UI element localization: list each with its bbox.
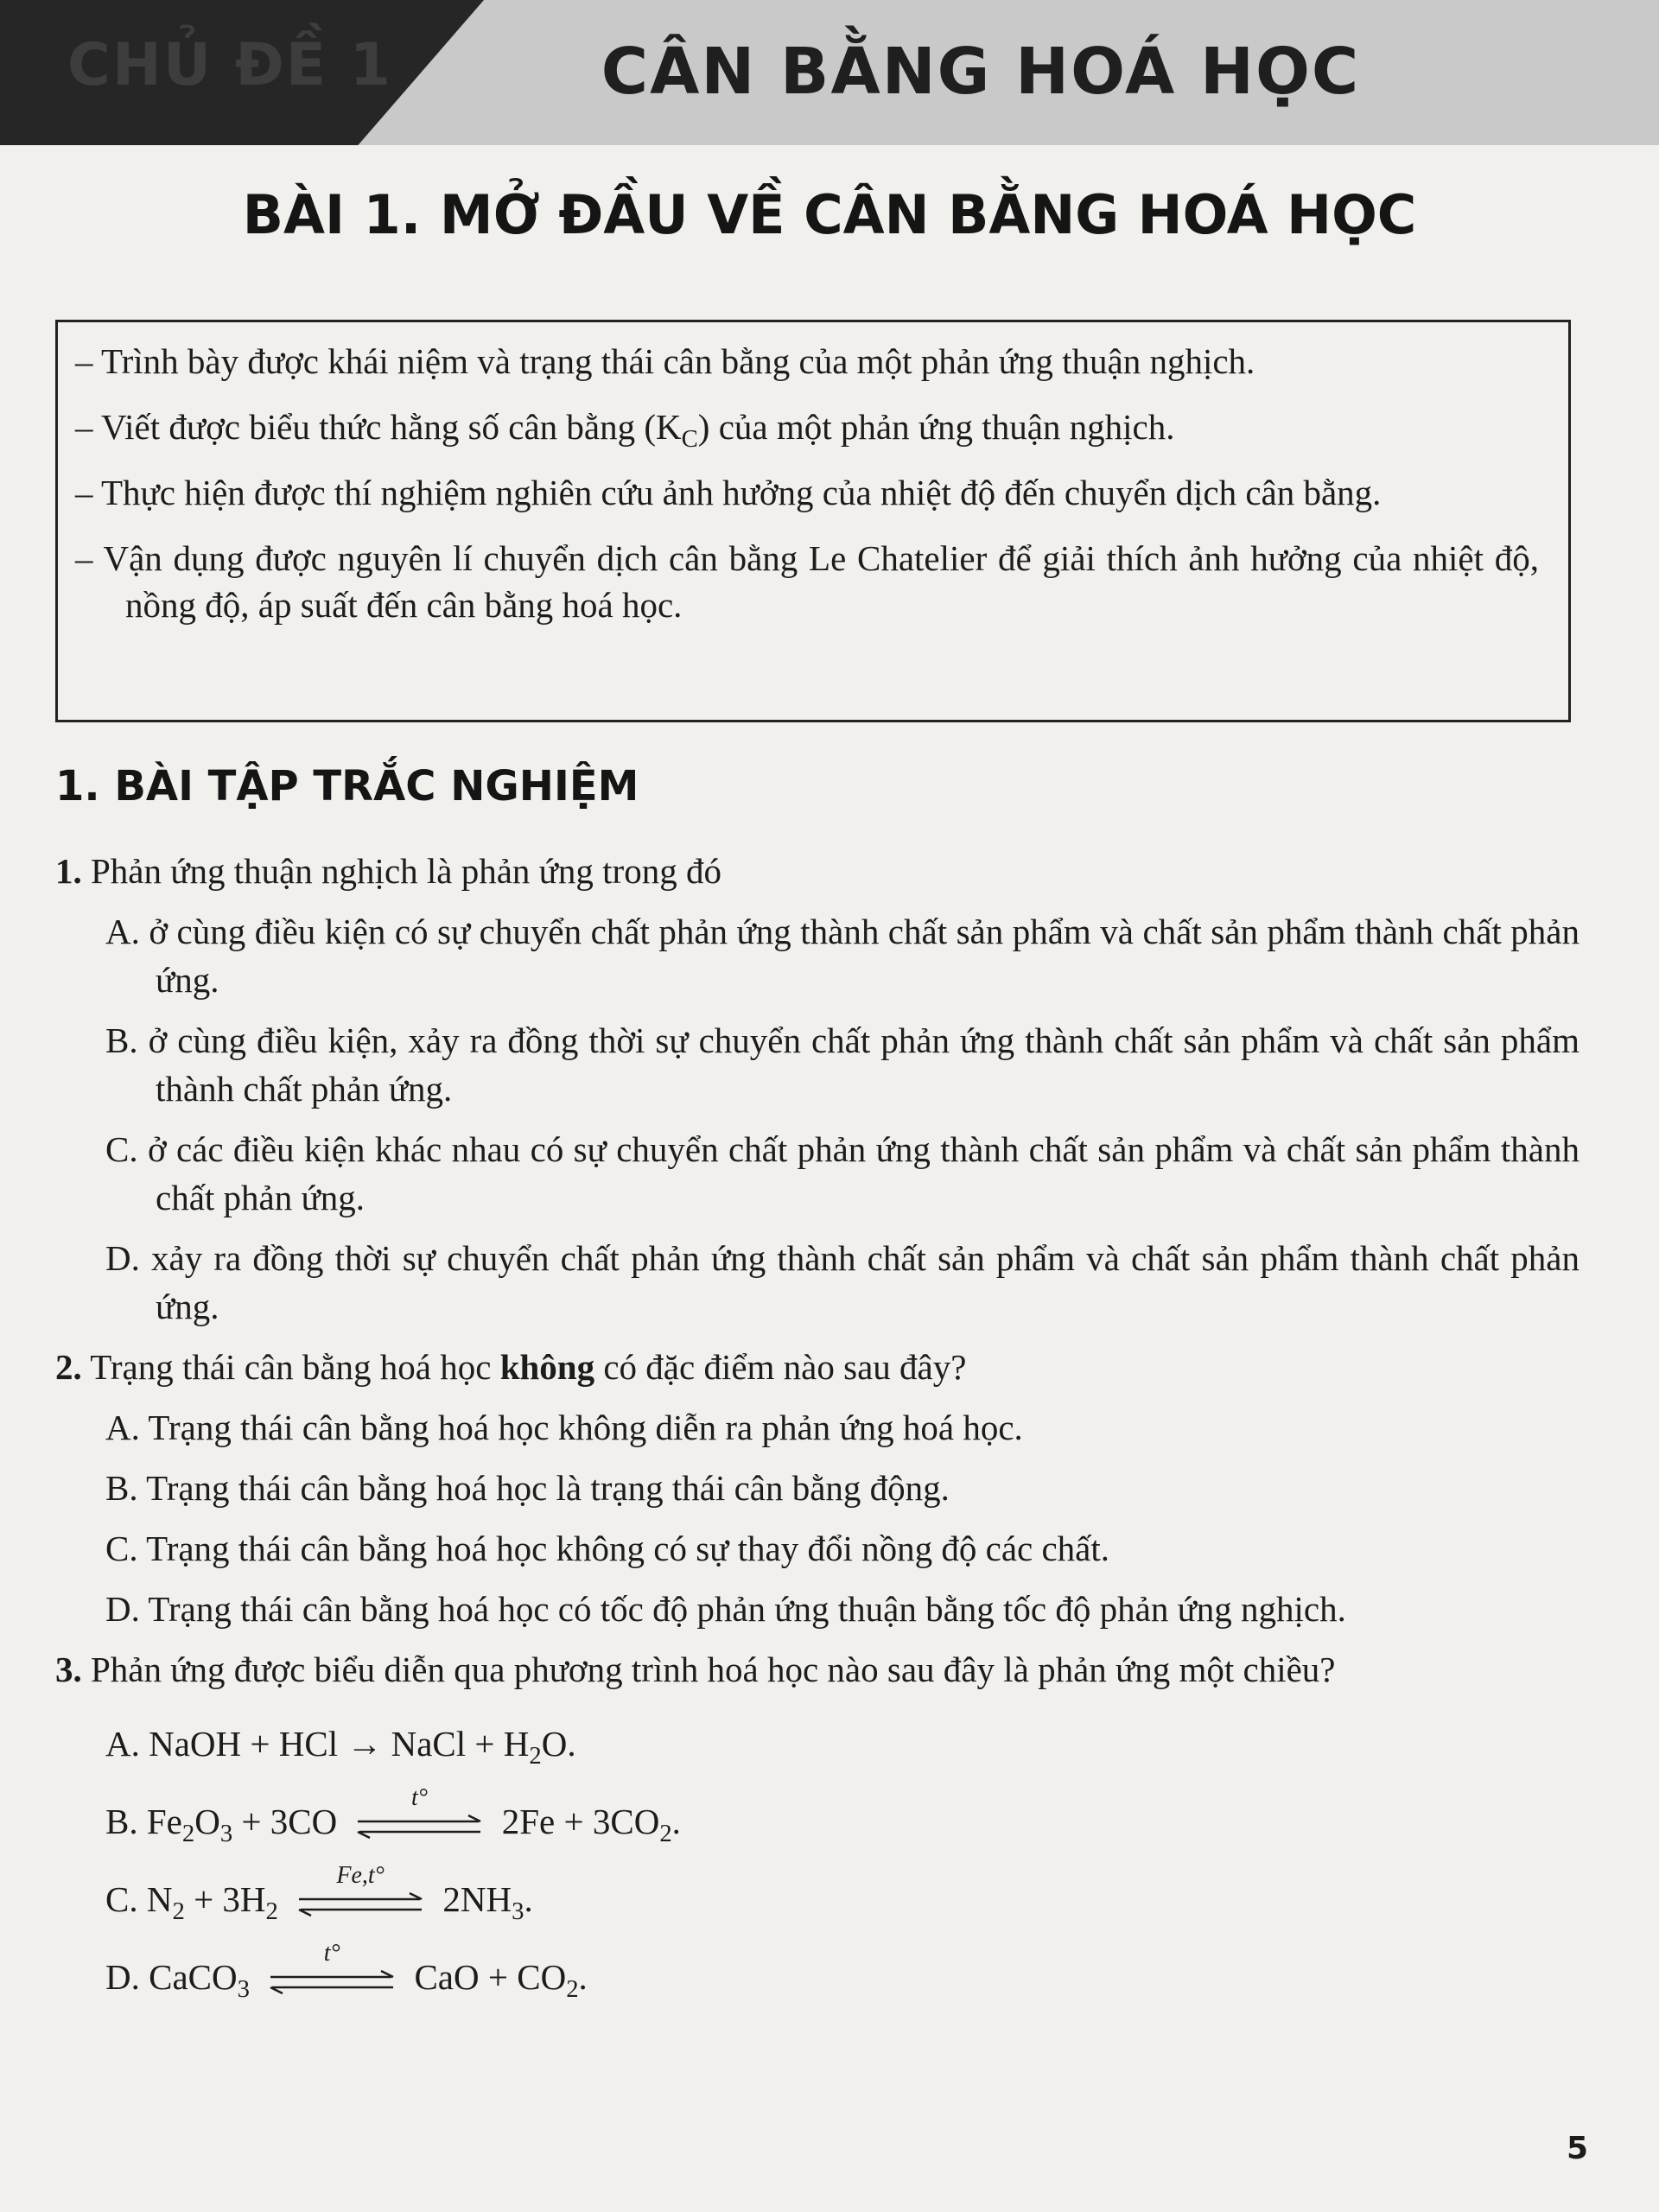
question-text: Phản ứng thuận nghịch là phản ứng trong đó <box>81 851 721 891</box>
objective-subscript: C <box>681 425 698 454</box>
questions <box>55 847 1580 2031</box>
equation-text: + 3CO <box>232 1802 338 1841</box>
question-emphasis: không <box>499 1347 595 1387</box>
chapter-title: CÂN BẰNG HOÁ HỌC <box>601 35 1361 109</box>
equation-text: O <box>194 1802 220 1841</box>
equation-text: CaO + CO <box>414 1957 567 1997</box>
reversible-arrow-icon <box>296 1861 425 1921</box>
equation-subscript: 3 <box>237 1975 250 2004</box>
option-c: C. Trạng thái cân bằng hoá học không có sự thay đổi nồng độ các chất. <box>105 1529 1110 1568</box>
option-label: D. <box>105 1957 140 1997</box>
option-c <box>55 1861 1580 1926</box>
option-a: A. ở cùng điều kiện có sự chuyển chất phản ứng thành chất sản phẩm và chất sản phẩm thành chất phản ứng. <box>105 912 1580 1000</box>
question-text: Phản ứng được biểu diễn qua phương trình hoá học nào sau đây là phản ứng một chiều? <box>81 1649 1336 1689</box>
page-number: 5 <box>1566 2131 1588 2166</box>
equation-subscript: 2 <box>566 1975 579 2004</box>
equation-subscript: 2 <box>181 1820 195 1848</box>
option-b: B. ở cùng điều kiện, xảy ra đồng thời sự chuyển chất phản ứng thành chất sản phẩm và chất sản phẩm thành chất phản ứng. <box>105 1020 1580 1109</box>
reaction-condition: t° <box>410 1783 428 1811</box>
objective-item: – Thực hiện được thí nghiệm nghiên cứu ảnh hưởng của nhiệt độ đến chuyển dịch cân bằng. <box>75 473 1382 512</box>
question-stem <box>55 847 1580 895</box>
question-stem <box>55 1343 1580 1391</box>
equation-subscript: 2 <box>659 1820 672 1848</box>
equation-subscript: 3 <box>219 1820 233 1848</box>
option-a: A. Trạng thái cân bằng hoá học không diễn ra phản ứng hoá học. <box>105 1408 1023 1447</box>
equation-text: . <box>671 1802 681 1841</box>
equation-subscript: 2 <box>529 1742 542 1770</box>
equation-text: 2NH <box>442 1879 512 1919</box>
question-text: có đặc điểm nào sau đây? <box>594 1347 967 1387</box>
question-text: Trạng thái cân bằng hoá học <box>81 1347 500 1387</box>
equation-text: + 3H <box>184 1879 266 1919</box>
option-d: D. Trạng thái cân bằng hoá học có tốc độ phản ứng thuận bằng tốc độ phản ứng nghịch. <box>105 1589 1346 1629</box>
objective-item: – Vận dụng được nguyên lí chuyển dịch cân bằng Le Chatelier để giải thích ảnh hưởng của nhiệt độ, nồng độ, áp suất đến cân bằng hoá học. <box>75 538 1539 625</box>
equation-text: O. <box>541 1724 576 1764</box>
equation-subscript: 2 <box>172 1897 185 1926</box>
objectives-box <box>55 320 1571 722</box>
objective-item <box>75 404 1539 454</box>
equation-text: . <box>578 1957 588 1997</box>
chapter-header <box>0 0 1659 145</box>
equation-text: CaCO <box>149 1957 238 1997</box>
question-number: 1. <box>55 851 82 891</box>
reversible-arrow-icon <box>267 1939 397 1999</box>
option-d <box>55 1939 1580 2004</box>
objective-item: – Trình bày được khái niệm và trạng thái cân bằng của một phản ứng thuận nghịch. <box>75 341 1255 381</box>
option-a <box>55 1719 1580 1768</box>
equation-text: A. NaOH + HCl → NaCl + H <box>105 1724 530 1764</box>
reaction-condition: t° <box>323 1939 340 1967</box>
reversible-arrow-icon <box>354 1783 484 1843</box>
objective-text: – Viết được biểu thức hằng số cân bằng (K <box>75 407 682 447</box>
lesson-title: BÀI 1. MỞ ĐẦU VỀ CÂN BẰNG HOÁ HỌC <box>242 183 1417 246</box>
question-3 <box>55 1645 1580 2004</box>
question-stem <box>55 1645 1580 1694</box>
reaction-condition: Fe,t° <box>336 1861 385 1889</box>
topic-label: CHỦ ĐỀ 1 <box>67 31 393 99</box>
equation-text: Fe <box>146 1802 182 1841</box>
objective-text: ) của một phản ứng thuận nghịch. <box>697 407 1175 447</box>
option-b: B. Trạng thái cân bằng hoá học là trạng thái cân bằng động. <box>105 1468 950 1508</box>
equation-subscript: 3 <box>512 1897 524 1926</box>
question-2 <box>55 1343 1580 1633</box>
option-d: D. xảy ra đồng thời sự chuyển chất phản ứng thành chất sản phẩm và chất sản phẩm thành chất phản ứng. <box>105 1238 1580 1326</box>
option-label: B. <box>105 1802 138 1841</box>
equation-text: N <box>146 1879 173 1919</box>
question-number: 2. <box>55 1347 82 1387</box>
equation-text: . <box>524 1879 533 1919</box>
section-heading: 1. BÀI TẬP TRẮC NGHIỆM <box>55 762 639 810</box>
question-number: 3. <box>55 1649 82 1689</box>
option-b <box>55 1783 1580 1848</box>
equation-text: 2Fe + 3CO <box>501 1802 660 1841</box>
question-1 <box>55 847 1580 1331</box>
equation-subscript: 2 <box>265 1897 278 1926</box>
option-c: C. ở các điều kiện khác nhau có sự chuyển chất phản ứng thành chất sản phẩm và chất sản phẩm thành chất phản ứng. <box>105 1129 1580 1217</box>
option-label: C. <box>105 1879 138 1919</box>
